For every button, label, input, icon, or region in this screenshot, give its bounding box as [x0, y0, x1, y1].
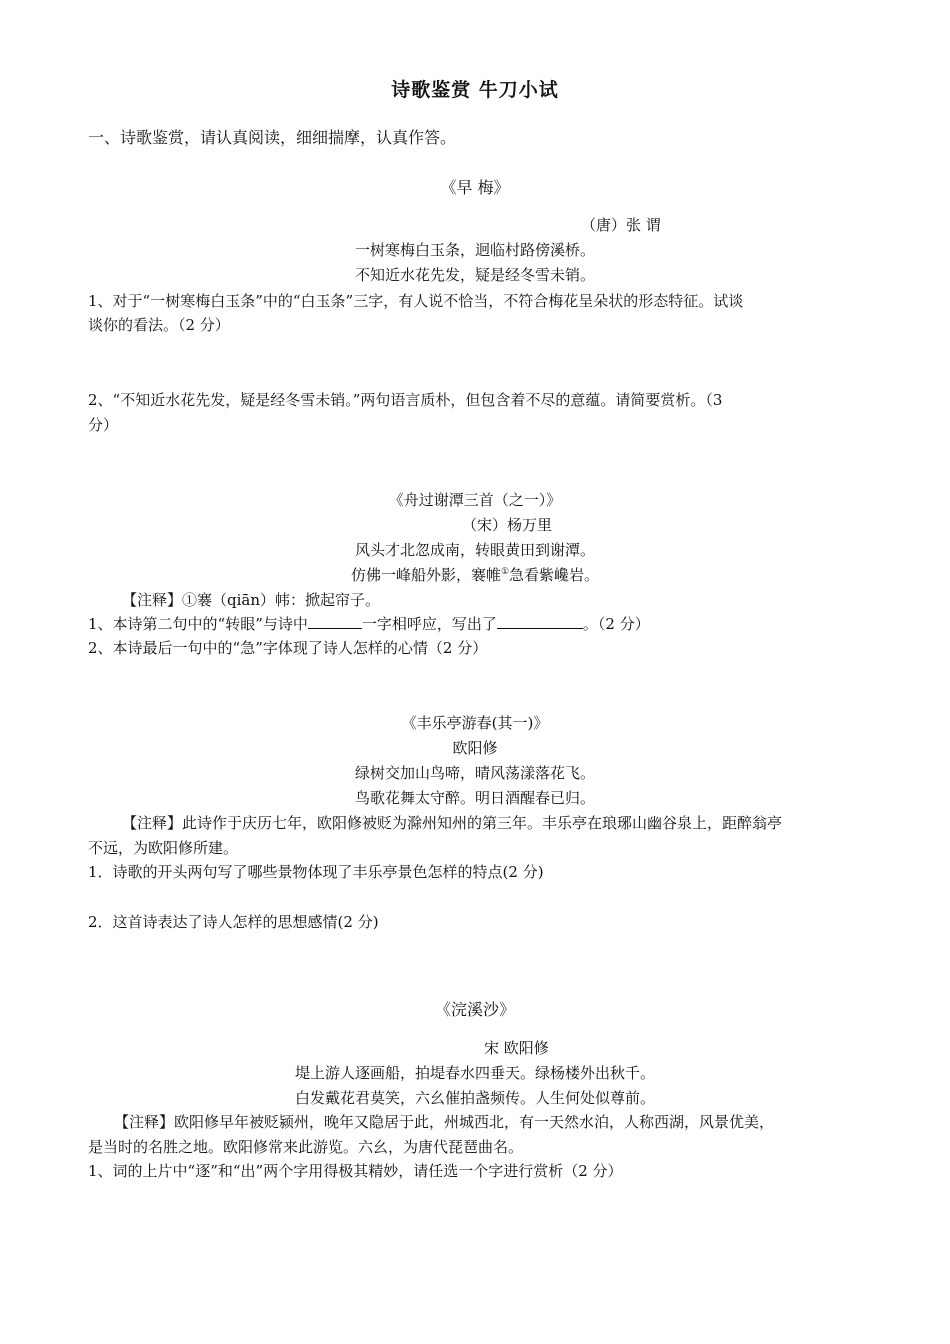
poem1-question-2-cont: 分）	[88, 416, 119, 434]
poem1-author: （唐）张 谓	[581, 216, 661, 234]
poem3-question-1: 1．诗歌的开头两句写了哪些景物体现了丰乐亭景色怎样的特点(2 分)	[88, 863, 544, 881]
question-text: 1、本诗第二句中的“转眼”与诗中	[88, 615, 308, 633]
poem3-line: 鸟歌花舞太守醉。明日酒醒春已归。	[354, 789, 595, 807]
poem3-note: 【注释】此诗作于庆历七年，欧阳修被贬为滁州知州的第三年。丰乐亭在琅琊山幽谷泉上，距醉翁亭	[122, 814, 783, 832]
poem1-line: 一树寒梅白玉条，迥临村路傍溪桥。	[354, 241, 595, 259]
poem4-note: 【注释】欧阳修早年被贬颍州，晚年又隐居于此，州城西北，有一天然水泊，人称西湖，风景优美，	[114, 1113, 775, 1131]
poem4-note-cont: 是当时的名胜之地。欧阳修常来此游览。六幺，为唐代琵琶曲名。	[88, 1138, 524, 1156]
poem2-note: 【注释】①褰（qiān）帏：掀起帘子。	[122, 591, 381, 609]
poem1-line: 不知近水花先发，疑是经冬雪未销。	[354, 266, 595, 284]
poem4-line: 堤上游人逐画船，拍堤春水四垂天。绿杨楼外出秋千。	[294, 1064, 655, 1082]
poem4-author: 宋 欧阳修	[484, 1039, 549, 1057]
answer-blank[interactable]	[308, 614, 362, 629]
poem2-line: 风头才北忽成南，转眼黄田到谢潭。	[354, 541, 595, 559]
poem2-question-2: 2、本诗最后一句中的“急”字体现了诗人怎样的心情（2 分）	[88, 639, 488, 657]
poem2-line-text: 急看紫巉岩。	[509, 566, 600, 584]
poem4-line: 白发戴花君莫笑，六幺催拍盏频传。人生何处似尊前。	[294, 1089, 655, 1107]
poem2-author: （宋）杨万里	[462, 516, 553, 534]
poem1-question-1: 1、对于“一树寒梅白玉条”中的“白玉条”三字，有人说不恰当，不符合梅花呈朵状的形态特征。试谈	[88, 292, 744, 310]
poem4-question-1: 1、词的上片中“逐”和“出”两个字用得极其精妙，请任选一个字进行赏析（2 分）	[88, 1162, 623, 1180]
poem3-author: 欧阳修	[452, 739, 498, 757]
poem2-question-1	[88, 614, 650, 634]
poem1-question-1-cont: 谈你的看法。（2 分）	[88, 316, 230, 334]
poem2-line-text: 仿佛一峰船外影，褰帷	[350, 566, 501, 584]
poem4-title: 《浣溪沙》	[434, 1000, 515, 1019]
question-text: 。（2 分）	[582, 615, 650, 633]
page-title: 诗歌鉴赏 牛刀小试	[391, 79, 559, 101]
poem1-title: 《早 梅》	[440, 178, 510, 197]
poem2-title: 《舟过谢潭三首（之一）》	[388, 491, 562, 509]
poem3-question-2: 2．这首诗表达了诗人怎样的思想感情(2 分)	[88, 913, 379, 931]
question-text: 一字相呼应，写出了	[361, 615, 497, 633]
poem2-line	[0, 565, 950, 585]
poem3-line: 绿树交加山鸟啼，晴风荡漾落花飞。	[354, 764, 595, 782]
poem1-question-2: 2、“不知近水花先发，疑是经冬雪未销。”两句语言质朴，但包含着不尽的意蕴。请简要赏析。（3	[88, 391, 723, 409]
poem3-title: 《丰乐亭游春(其一)》	[401, 714, 549, 732]
footnote-marker: ①	[500, 567, 510, 577]
answer-blank[interactable]	[497, 614, 583, 629]
section-intro: 一、诗歌鉴赏，请认真阅读，细细揣摩，认真作答。	[88, 128, 457, 147]
poem3-note-cont: 不远，为欧阳修所建。	[88, 839, 239, 857]
